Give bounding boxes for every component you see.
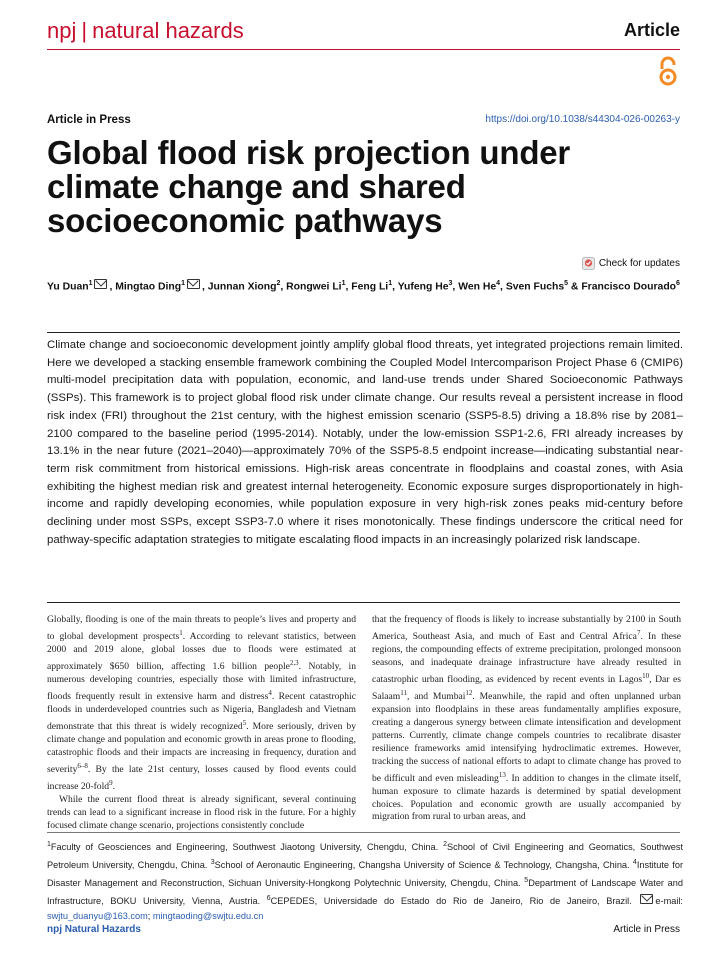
article-type-label: Article — [623, 20, 680, 40]
open-access-icon — [656, 56, 680, 88]
author-list: Yu Duan$^1$ , Mingtao Ding$^1$ , Junnan Xiong$^2$, Rongwei Li$^1$, Feng Li$^1$, Yufeng He$^3$, Wen He$^4$, Sven Fuchs$^5$ & Francisco Dourado$^6$ — [47, 280, 680, 293]
journal-name: natural hazards — [92, 18, 244, 43]
body-text: . In these regions, the compounding effects of extreme precipitation, prolonged monsoon seasons, and inadequate drainage infrastructure have already resulted in catastrophic urban flooding, as evidenced by recent events in Lagos — [372, 631, 681, 685]
affiliation-sup: 3 — [210, 859, 215, 867]
email-separator: ; — [147, 911, 153, 922]
body-text: , and Mumbai — [407, 691, 466, 703]
author-name: Yufeng He — [397, 281, 449, 293]
check-for-updates-button[interactable] — [582, 257, 680, 270]
affiliation-text: Department of Landscape Water and Infrastructure, BOKU University, Vienna, Austria. — [47, 878, 683, 907]
body-text: While the current flood threat is already significant, several continuing trends can lead to a significant increase in flood risk in the future. For a highly focused climate change scenario, projections consistently conclude — [47, 794, 356, 831]
body-text: . Notably, in numerous developing countries, especially those with limited infrastructure, floods frequently result in extensive harm and distress — [47, 661, 356, 703]
affiliation-text: CEPEDES, Universidade do Estado do Rio de Janeiro, Rio de Janeiro, Brazil. — [270, 896, 639, 907]
affiliation-sup: 1 — [47, 841, 51, 848]
affiliation-sup: 5 — [524, 877, 529, 885]
body-text: . — [112, 781, 115, 793]
author-affiliation-sup: 3 — [448, 280, 453, 287]
journal-prefix: npj — [47, 18, 77, 43]
affiliation-text: School of Civil Engineering and Geomatics, Southwest Petroleum University, Chengdu, China. — [47, 842, 683, 871]
body-paragraph — [47, 614, 356, 794]
abstract: Climate change and socioeconomic development jointly amplify global flood threats, yet integrated projections remain limited. Here we developed a stacking ensemble framework combining the Coupled Model Intercomparison Project Phase 6 (CMIP6) multi-model precipitation data with population, economic, and land-use trends under Shared Socioeconomic Pathways (SSPs). This framework is to project global flood risk under climate change. Our results reveal a persistent increase in flood risk index (FRI) throughout the 21st century, with the highest emission scenario (SSP5-8.5) driving a 18.8% rise by 2081–2100 compared to the baseline period (1995-2014). Notably, under the low-emission SSP1-2.6, FRI already increases by 13.1% in the near future (2021–2040)—approximately 70% of the SSP5-8.5 endpoint increase—indicating substantial near-term risk commitment from historical emissions. High-risk areas concentrate in floodplains and coastal zones, with Asia exhibiting the highest median risk and greatest internal heterogeneity. Economic exposure surges disproportionately in high-income and rapidly developing economies, while population exposure in very high-risk zones peaks mid-century before declining under most SSPs, except SSP3-7.0 where it rises monotonically. These findings underscore the critical need for pathway-specific adaptation strategies to mitigate escalating flood impacts in an increasingly polarized risk landscape. — [47, 339, 683, 546]
mail-icon[interactable] — [187, 279, 200, 289]
email-label: e-mail: — [655, 896, 683, 907]
author-affiliation-sup: 6 — [676, 280, 680, 287]
body-text: . Meanwhile, the rapid and often unplanned urban expansion into floodplains in these areas fundamentally amplifies exposure, creating a dangerous synergy between climate intensification and development patterns. Currently, climate change compels countries to recalibrate disaster resilience frameworks amid intensifying hydroclimatic extremes. However, tracking the success of national efforts to adapt to climate change has proved to be difficult and even misleading — [372, 691, 681, 784]
abstract-top-rule — [47, 332, 680, 333]
author-affiliation-sup: 1 — [88, 280, 93, 287]
citation-ref: 10 — [642, 671, 650, 680]
body-text: that the frequency of floods is likely to increase substantially by 2100 in South America, Southeast Asia, and much of East and Central Africa — [372, 614, 681, 643]
masthead-divider — [47, 49, 680, 50]
citation-ref: 5 — [242, 718, 247, 727]
author-name: Feng Li — [351, 281, 389, 293]
author-name: Wen He — [458, 281, 497, 293]
affiliations — [47, 837, 683, 924]
body-text: . By the late 21st century, losses caused by flood events could increase 20-fold — [47, 764, 356, 793]
affiliations-rule — [47, 832, 680, 833]
affiliation-sup: 4 — [632, 859, 637, 867]
citation-ref: 6–8 — [77, 761, 88, 770]
author-affiliation-sup: 1 — [341, 280, 346, 287]
citation-ref: 13 — [498, 770, 506, 779]
affiliation-text: School of Aeronautic Engineering, Changsha University of Science & Technology, Changsha, China. — [214, 860, 633, 871]
author-affiliation-sup: 4 — [496, 280, 501, 287]
author-name: Mingtao Ding — [115, 281, 182, 293]
author-affiliation-sup: 2 — [276, 280, 281, 287]
check-updates-label: Check for updates — [598, 258, 680, 269]
citation-ref: 12 — [465, 688, 473, 697]
body-text: . More seriously, driven by climate change and population and economic growth in areas prone to flooding, catastrophic floods and their impacts are increasing in frequency, duration and severity — [47, 721, 356, 775]
author-affiliation-sup: 1 — [388, 280, 393, 287]
email-link[interactable]: swjtu_duanyu@163.com — [47, 911, 148, 922]
affiliation-text: Institute for Disaster Management and Reconstruction, Sichuan University-Hongkong Polytechnic University, Chengdu, China. — [47, 860, 684, 889]
author-name: Francisco Dourado — [581, 281, 677, 293]
email-link[interactable]: mingtaoding@swjtu.edu.cn — [152, 911, 264, 922]
article-status: Article in Press — [47, 114, 131, 126]
mail-icon[interactable] — [94, 279, 107, 289]
footer-journal: npj Natural Hazards — [47, 924, 141, 935]
author-name: Yu Duan — [47, 281, 89, 293]
body-text: . In addition to changes in the climate itself, human exposure to climate hazards is determined by spatial development choices. Population and economic growth are usually accompanied by migration from rural to urban areas, and — [372, 772, 681, 823]
body-paragraph — [47, 794, 356, 833]
footer-status: Article in Press — [613, 924, 680, 935]
article-title: Global flood risk projection under climate change and shared socioeconomic pathways — [47, 134, 571, 239]
check-updates-icon — [582, 257, 595, 270]
citation-ref: 2,3 — [289, 658, 299, 667]
body-text: Globally, flooding is one of the main threats to people’s lives and property and to global development prospects — [47, 614, 356, 643]
journal-masthead — [47, 18, 244, 44]
citation-ref: 9 — [109, 778, 113, 787]
citation-ref: 11 — [400, 688, 407, 697]
citation-ref: 1 — [179, 628, 183, 637]
author-affiliation-sup: 1 — [181, 280, 185, 287]
author-name: Junnan Xiong — [207, 281, 277, 293]
body-column-left — [47, 614, 356, 833]
masthead-separator: | — [81, 18, 88, 43]
mail-icon — [640, 894, 653, 904]
body-paragraph — [372, 614, 681, 824]
body-text: . According to relevant statistics, between 2000 and 2019 alone, global losses due to floods were estimated at approximately $650 billion, affecting 1.6 billion people — [47, 631, 356, 673]
citation-ref: 4 — [268, 688, 272, 697]
affiliation-text: Faculty of Geosciences and Engineering, Southwest Jiaotong University, Chengdu, China. — [50, 842, 444, 853]
abstract-bottom-rule — [47, 602, 680, 603]
body-column-right — [372, 614, 681, 824]
author-affiliation-sup: 5 — [564, 280, 569, 287]
citation-ref: 7 — [636, 628, 641, 637]
affiliation-sup: 2 — [443, 841, 447, 848]
body-text: . Recent catastrophic floods in underdeveloped countries such as Nigeria, Bangladesh and Vietnam demonstrate that this threat is widely recognized — [47, 691, 356, 733]
affiliation-sup: 6 — [266, 895, 271, 903]
body-text: , Dar es Salaam — [372, 674, 681, 703]
doi-link[interactable]: https://doi.org/10.1038/s44304-026-00263-y — [485, 114, 680, 125]
author-name: Rongwei Li — [286, 281, 342, 293]
author-name: Sven Fuchs — [505, 281, 565, 293]
